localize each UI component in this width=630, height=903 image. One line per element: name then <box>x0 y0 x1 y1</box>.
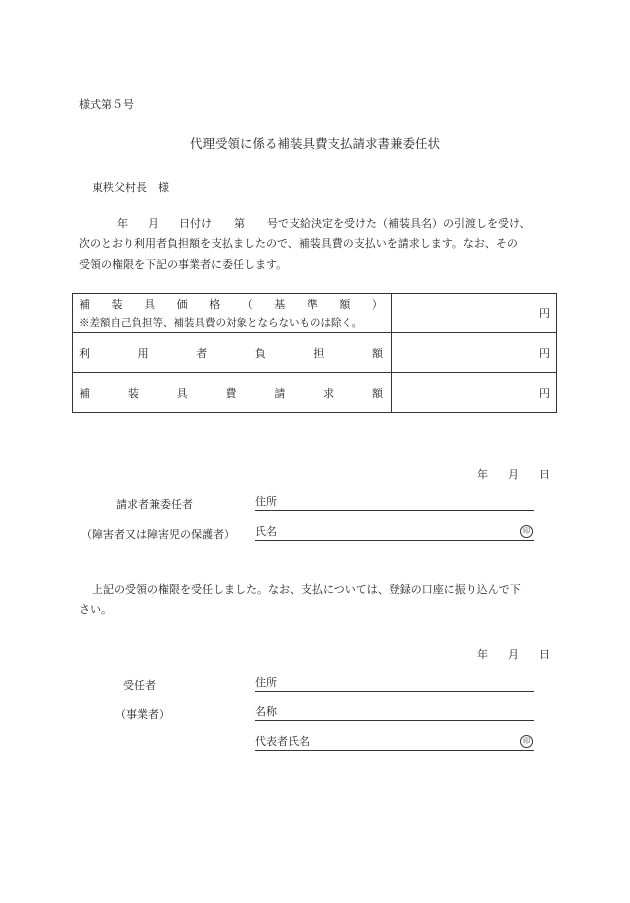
agent-date[interactable]: 年 月 日 <box>477 648 550 661</box>
claimant-name-label: 氏名 <box>255 525 277 538</box>
intro-number-prefix: 第 <box>234 217 245 230</box>
delegation-line-2: さい。 <box>79 603 112 616</box>
agent-sublabel: （事業者） <box>115 708 170 721</box>
intro-line-3: 受領の権限を下記の事業者に委任します。 <box>79 258 288 271</box>
user-burden-label: 利 用 者 負 担 額 <box>73 333 392 373</box>
table-row <box>73 373 557 413</box>
addressee: 東秩父村長 様 <box>92 181 169 194</box>
intro-month: 月 <box>148 217 159 230</box>
intro-year: 年 <box>117 217 128 230</box>
claim-date[interactable]: 年 月 日 <box>477 468 550 481</box>
table-row <box>73 333 557 373</box>
agent-label: 受任者 <box>123 679 156 692</box>
standard-price-value[interactable] <box>392 294 557 333</box>
user-burden-value[interactable] <box>392 333 557 373</box>
form-number: 様式第５号 <box>79 98 134 111</box>
yen-unit: 円 <box>539 307 550 320</box>
claim-amount-label: 補 装 具 費 請 求 額 <box>73 373 392 413</box>
amounts-table <box>72 293 557 413</box>
seal-icon: 印 <box>520 735 533 748</box>
agent-business-name-label: 名称 <box>255 705 277 718</box>
agent-business-name-field[interactable] <box>255 706 534 721</box>
claimant-label: 請求者兼委任者 <box>116 498 193 511</box>
claimant-address-field[interactable] <box>255 496 534 511</box>
agent-address-label: 住所 <box>255 676 277 689</box>
row1-note: ※差額自己負担等、補装具費の対象とならないものは除く。 <box>79 317 363 329</box>
yen-unit: 円 <box>539 386 550 400</box>
agent-address-field[interactable] <box>255 677 534 692</box>
document-title: 代理受領に係る補装具費支払請求書兼委任状 <box>189 136 440 151</box>
intro-line1-rest: 号で支給決定を受けた（補装具名）の引渡しを受け、 <box>267 217 531 230</box>
intro-line-1 <box>79 217 531 231</box>
seal-icon: 印 <box>520 525 533 538</box>
claimant-address-label: 住所 <box>255 495 277 508</box>
standard-price-label <box>73 294 392 333</box>
row1-label: 補 装 具 価 格 （ 基 準 額 ） <box>79 298 383 311</box>
claim-amount-value[interactable] <box>392 373 557 413</box>
table-row <box>73 294 557 333</box>
agent-representative-label: 代表者氏名 <box>255 735 310 748</box>
intro-line-2: 次のとおり利用者負担額を支払ましたので、補装具費の支払いを請求します。なお、その <box>79 237 518 250</box>
agent-representative-field[interactable] <box>255 736 534 751</box>
claimant-name-field[interactable] <box>255 526 534 541</box>
delegation-line-1: 上記の受領の権限を受任しました。なお、支払については、登録の口座に振り込んで下 <box>92 583 521 596</box>
claimant-sublabel: （障害者又は障害児の保護者） <box>81 528 235 541</box>
yen-unit: 円 <box>539 346 550 360</box>
intro-dated: 日付け <box>179 217 212 230</box>
